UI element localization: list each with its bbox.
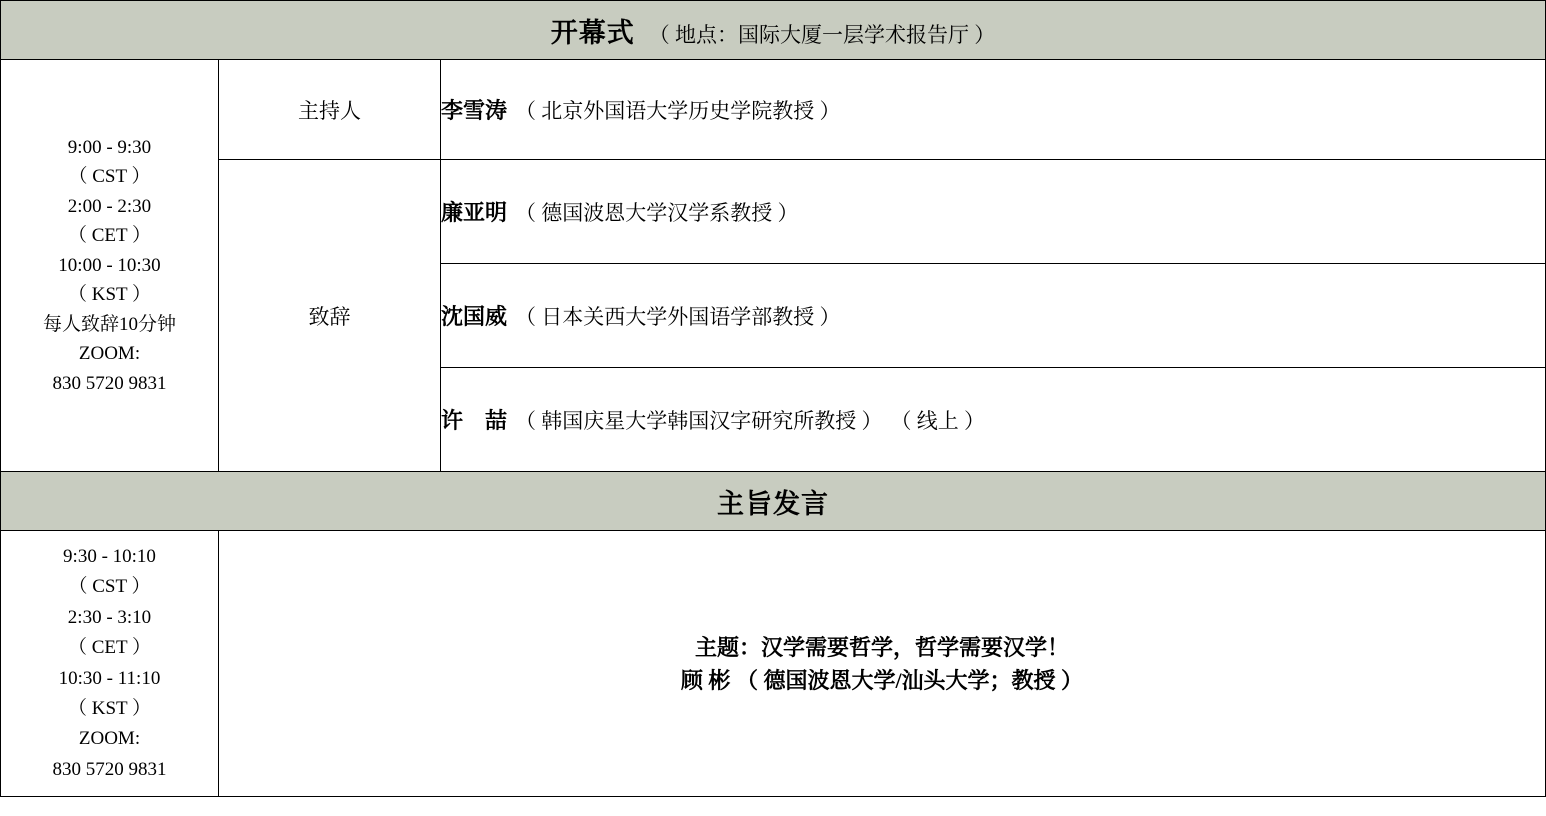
time-line: ZOOM: xyxy=(78,728,141,750)
time-line: 830 5720 9831 xyxy=(52,372,167,394)
time-line: ZOOM: xyxy=(78,343,141,365)
section-band-keynote xyxy=(1,472,1546,531)
role-label-speech: 致辞 xyxy=(219,160,441,472)
time-cell-opening xyxy=(1,60,219,472)
person-affiliation: （ 北京外国语大学历史学院教授 ） xyxy=(515,99,841,123)
person-cell-speaker-1 xyxy=(441,160,1546,264)
person-extra-note: （ 线上 ） xyxy=(890,409,986,433)
time-line: 2:30 - 3:10 xyxy=(67,606,152,628)
time-line: （ KST ） xyxy=(67,697,152,719)
role-label-host: 主持人 xyxy=(219,60,441,160)
person-name: 廉亚明 xyxy=(441,200,508,225)
person-affiliation: （ 韩国庆星大学韩国汉字研究所教授 ） xyxy=(515,409,883,433)
section-header-row-keynote xyxy=(1,472,1546,531)
keynote-content-cell xyxy=(219,531,1546,797)
time-line: 2:00 - 2:30 xyxy=(67,195,152,217)
person-cell-host xyxy=(441,60,1546,160)
person-affiliation: （ 德国波恩大学汉学系教授 ） xyxy=(515,201,799,225)
table-row xyxy=(1,531,1546,797)
person-cell-speaker-2 xyxy=(441,264,1546,368)
time-line: 830 5720 9831 xyxy=(52,758,167,780)
time-line: （ KST ） xyxy=(67,284,152,306)
keynote-speaker xyxy=(219,664,1545,697)
table-row xyxy=(1,60,1546,160)
section-header-row-opening xyxy=(1,1,1546,60)
table-row xyxy=(1,160,1546,264)
keynote-speaker-name: 顾 彬 xyxy=(680,667,731,693)
time-cell-keynote xyxy=(1,531,219,797)
time-line: 10:30 - 11:10 xyxy=(58,667,161,689)
section-subtitle-opening: （ 地点：国际大厦一层学术报告厅 ） xyxy=(648,22,996,47)
time-line: 9:30 - 10:10 xyxy=(63,545,156,567)
time-line: 每人致辞10分钟 xyxy=(42,313,176,335)
time-line: 9:00 - 9:30 xyxy=(67,137,152,159)
keynote-topic: 主题：汉学需要哲学，哲学需要汉学！ xyxy=(694,634,1069,660)
section-title-opening: 开幕式 xyxy=(550,17,635,48)
person-name: 许 喆 xyxy=(441,408,508,433)
keynote-speaker-affiliation: （ 德国波恩大学/汕头大学；教授 ） xyxy=(735,667,1084,693)
person-name: 李雪涛 xyxy=(441,98,508,123)
person-cell-speaker-3 xyxy=(441,368,1546,472)
person-name: 沈国威 xyxy=(441,304,508,329)
section-title-keynote: 主旨发言 xyxy=(717,488,829,519)
time-line: （ CET ） xyxy=(67,637,152,659)
time-line: 10:00 - 10:30 xyxy=(58,254,161,276)
time-line: （ CST ） xyxy=(68,576,151,598)
section-band-opening xyxy=(1,1,1546,60)
time-line: （ CST ） xyxy=(68,166,151,188)
person-affiliation: （ 日本关西大学外国语学部教授 ） xyxy=(515,305,841,329)
time-line: （ CET ） xyxy=(67,225,152,247)
